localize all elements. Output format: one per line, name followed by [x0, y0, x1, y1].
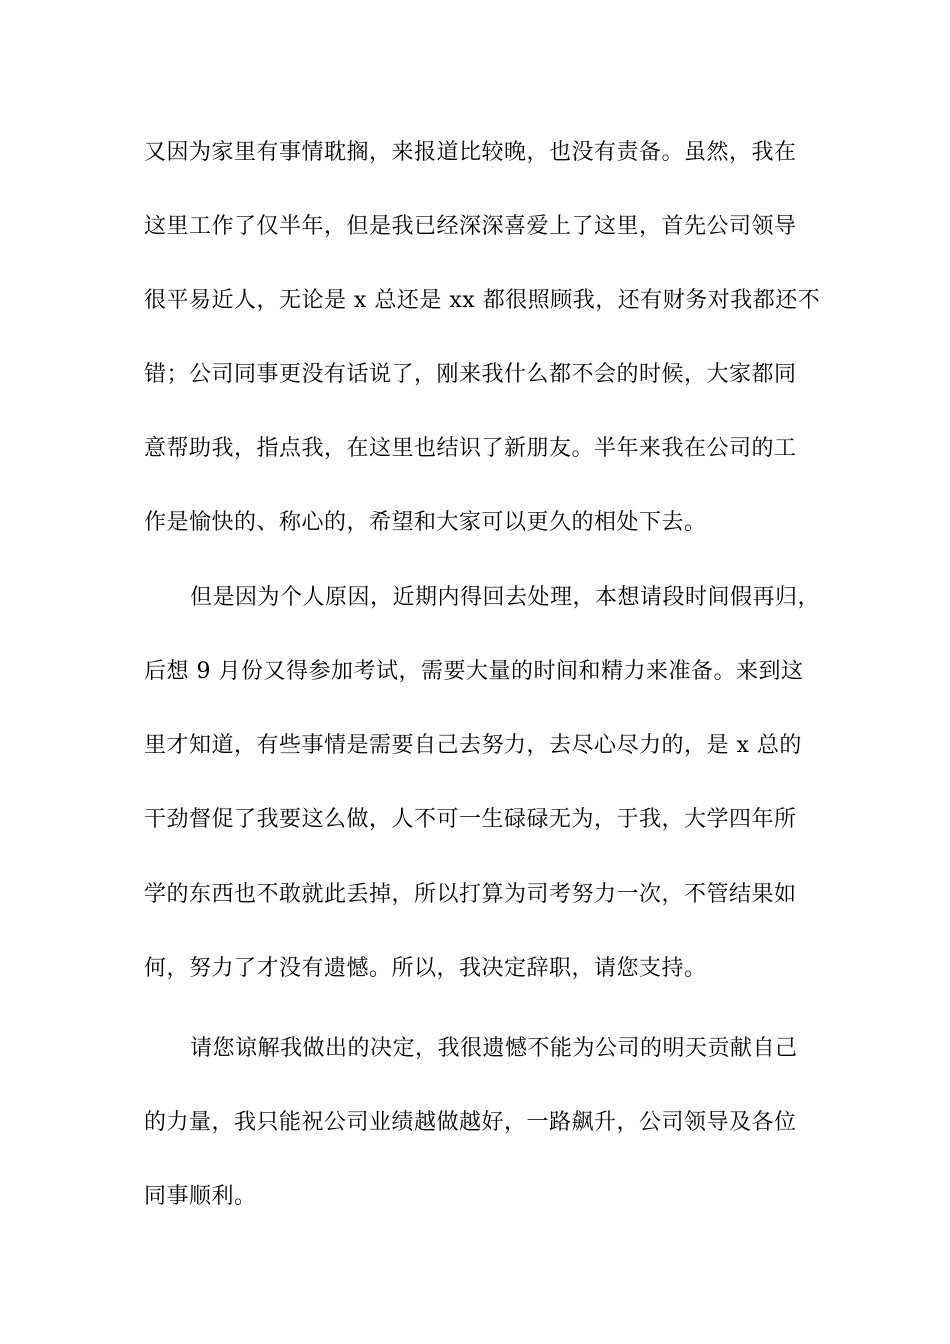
- paragraph-2-line-3: 里才知道，有些事情是需要自己去努力，去尽心尽力的，是 x 总的: [144, 733, 802, 758]
- paragraph-1-line-1: 又因为家里有事情耽搁，来报道比较晚，也没有责备。虽然，我在: [144, 140, 797, 165]
- paragraph-2-line-4: 干劲督促了我要这么做，人不可一生碌碌无为，于我，大学四年所: [144, 807, 797, 832]
- paragraph-2-line-6: 何，努力了才没有遗憾。所以，我决定辞职，请您支持。: [144, 956, 707, 981]
- paragraph-3-line-1: 请您谅解我做出的决定，我很遗憾不能为公司的明天贡献自己: [190, 1036, 798, 1061]
- paragraph-2-line-1: 但是因为个人原因，近期内得回去处理，本想请段时间假再归，: [190, 585, 821, 610]
- paragraph-1-line-4: 错；公司同事更没有话说了，刚来我什么都不会的时候，大家都同: [144, 362, 797, 387]
- paragraph-1-line-5: 意帮助我，指点我，在这里也结识了新朋友。半年来我在公司的工: [144, 436, 797, 461]
- paragraph-3-line-2: 的力量，我只能祝公司业绩越做越好，一路飙升，公司领导及各位: [144, 1110, 797, 1135]
- paragraph-2-line-2: 后想 9 月份又得参加考试，需要大量的时间和精力来准备。来到这: [144, 659, 804, 684]
- paragraph-1-line-2: 这里工作了仅半年，但是我已经深深喜爱上了这里，首先公司领导: [144, 214, 797, 239]
- paragraph-1-line-6: 作是愉快的、称心的，希望和大家可以更久的相处下去。: [144, 510, 707, 535]
- paragraph-3-line-3: 同事顺利。: [144, 1184, 257, 1209]
- paragraph-2-line-5: 学的东西也不敢就此丢掉，所以打算为司考努力一次，不管结果如: [144, 882, 797, 907]
- paragraph-1-line-3: 很平易近人，无论是 x 总还是 xx 都很照顾我，还有财务对我都还不: [144, 288, 821, 313]
